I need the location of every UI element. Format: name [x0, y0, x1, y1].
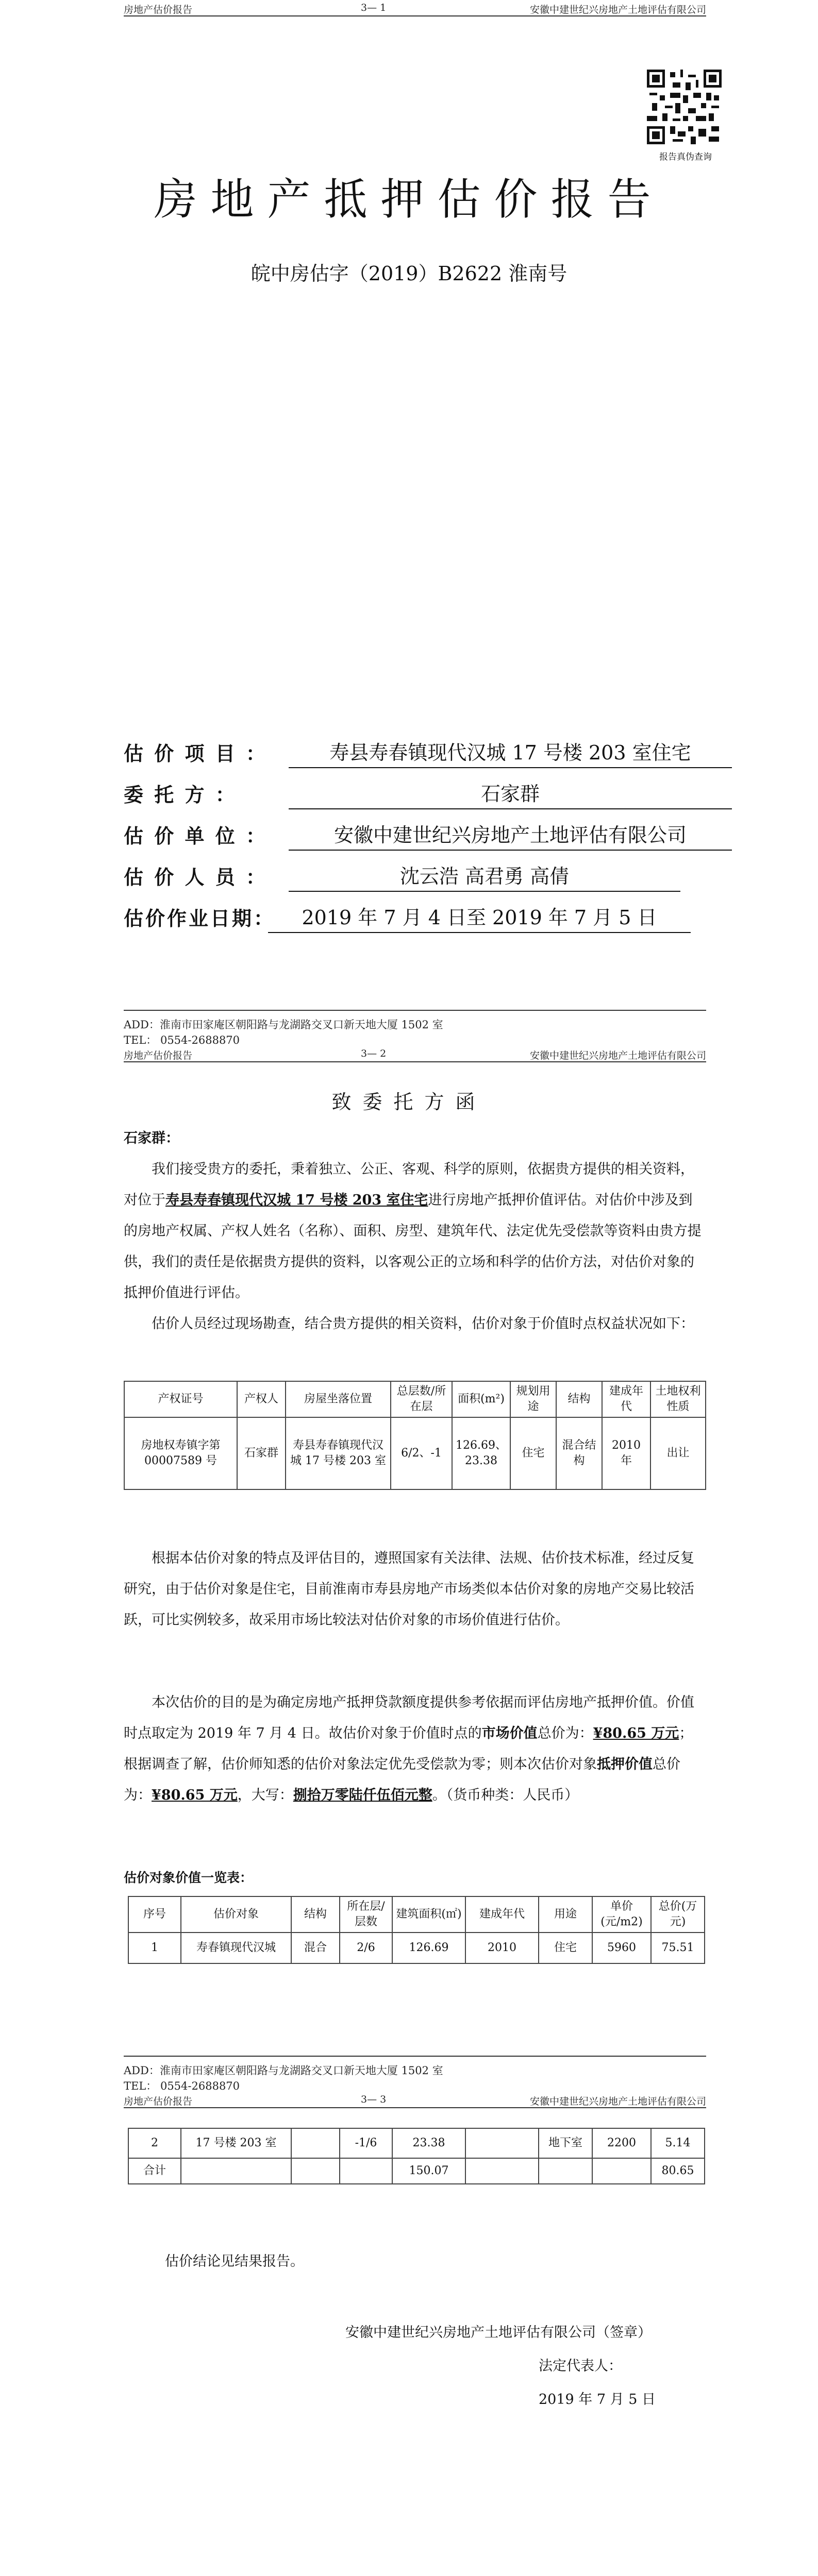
header-page-number: 3— 2 — [361, 1048, 387, 1059]
conclusion-note: 估价结论见结果报告。 — [165, 2253, 304, 2269]
cover-label-work-date: 估价作业日期： — [124, 907, 276, 930]
header-company: 安徽中建世纪兴房地产土地评估有限公司 — [529, 4, 706, 15]
letter-title: 致委托方函 — [331, 1091, 487, 1113]
header-rule — [124, 1061, 706, 1062]
mortgage-value: ¥80.65 万元 — [152, 1787, 238, 1803]
table-row: 1 寿春镇现代汉城 混合 2/6 126.69 2010 住宅 5960 75.51 — [128, 1933, 705, 1963]
letter-salutation: 石家群： — [124, 1130, 179, 1146]
cover-value-client: 石家群 — [289, 778, 732, 809]
footer-tel: TEL： 0554-2688870 — [124, 2080, 240, 2092]
page-header — [124, 0, 706, 19]
value-table — [128, 1896, 705, 1964]
page-footer — [124, 1010, 706, 1048]
signer-legal-rep: 法定代表人： — [539, 2358, 622, 2374]
page-header — [124, 1046, 706, 1064]
page-footer — [124, 2056, 706, 2094]
cover-value-project: 寿县寿春镇现代汉城 17 号楼 203 室住宅 — [289, 737, 732, 768]
signer-date: 2019 年 7 月 5 日 — [539, 2392, 656, 2408]
header-company: 安徽中建世纪兴房地产土地评估有限公司 — [529, 1050, 706, 1061]
property-address: 寿县寿春镇现代汉城 17 号楼 203 室住宅 — [165, 1192, 428, 1208]
qr-caption: 报告真伪查询 — [659, 152, 712, 162]
footer-address: ADD：淮南市田家庵区朝阳路与龙湖路交叉口新天地大厦 1502 室 — [124, 2064, 443, 2077]
table-row: 房地权寿镇字第00007589 号 石家群 寿县寿春镇现代汉城 17 号楼 203 室 6/2、-1 126.69、23.38 住宅 混合结构 2010 年 出让 — [124, 1417, 706, 1489]
cover-label-appraisers: 估 价 人 员 ： — [124, 866, 268, 889]
table-header-row: 产权证号 产权人 房屋坐落位置 总层数/所在层 面积(m²) 规划用途 结构 建成年代 土地权利性质 — [124, 1381, 706, 1417]
cover-value-work-date: 2019 年 7 月 4 日至 2019 年 7 月 5 日 — [268, 902, 691, 933]
footer-tel: TEL： 0554-2688870 — [124, 1034, 240, 1046]
letter-paragraph-1: 我们接受贵方的委托，秉着独立、公正、客观、科学的原则，依据贵方提供的相关资料，对位于寿县寿春镇现代汉城 17 号楼 203 室住宅进行房地产抵押价值评估。对估价中涉及到的房地产权属、产权人姓名（名称）、面积、房型、建筑年代、法定优先受偿款等资料由贵方提供，我们的责任是依据贵方提供的资料，以客观公正的立场和科学的估价方法，对估价对象的抵押价值进行评估。 — [124, 1161, 702, 1301]
header-left: 房地产估价报告 — [124, 4, 193, 15]
cover-value-appraiser-unit: 安徽中建世纪兴房地产土地评估有限公司 — [289, 819, 732, 851]
value-table-continued — [128, 2128, 705, 2184]
table-header-row: 序号 估价对象 结构 所在层/层数 建筑面积(㎡) 建成年代 用途 单价(元/m2) 总价(万元) — [128, 1896, 705, 1933]
cover-value-appraisers: 沈云浩 高君勇 高倩 — [289, 860, 680, 892]
report-number: 皖中房估字（2019）B2622 淮南号 — [251, 262, 567, 285]
footer-address: ADD：淮南市田家庵区朝阳路与龙湖路交叉口新天地大厦 1502 室 — [124, 1019, 443, 1031]
signer-company: 安徽中建世纪兴房地产土地评估有限公司（签章） — [345, 2325, 652, 2341]
cover-label-client: 委 托 方 ： — [124, 783, 237, 806]
header-rule — [124, 15, 706, 16]
rights-table — [124, 1381, 706, 1490]
report-title: 房地产抵押估价报告 — [154, 174, 664, 225]
table-row: 2 17 号楼 203 室 -1/6 23.38 地下室 2200 5.14 — [128, 2128, 705, 2158]
value-table-title: 估价对象价值一览表： — [124, 1870, 253, 1885]
letter-paragraph-4: 本次估价的目的是为确定房地产抵押贷款额度提供参考依据而评估房地产抵押价值。价值时点取定为 2019 年 7 月 4 日。故估价对象于价值时点的市场价值总价为：¥80.65 万元；根据调查了解，估价师知悉的估价对象法定优先受偿款为零；则本次估价对象抵押价值总价为：¥80.65 万元，大写：捌拾万零陆仟伍佰元整。（货币种类：人民币） — [124, 1694, 694, 1803]
header-company: 安徽中建世纪兴房地产土地评估有限公司 — [529, 2096, 706, 2107]
header-page-number: 3— 1 — [361, 2, 387, 13]
header-rule — [124, 2107, 706, 2108]
page-header — [124, 2092, 706, 2110]
market-value: ¥80.65 万元 — [593, 1725, 679, 1741]
header-left: 房地产估价报告 — [124, 1050, 193, 1061]
header-page-number: 3— 3 — [361, 2094, 387, 2105]
mortgage-value-uppercase: 捌拾万零陆仟伍佰元整 — [293, 1787, 432, 1803]
header-left: 房地产估价报告 — [124, 2096, 193, 2107]
letter-paragraph-3: 根据本估价对象的特点及评估目的，遵照国家有关法律、法规、估价技术标准，经过反复研究，由于估价对象是住宅，目前淮南市寿县房地产市场类似本估价对象的房地产交易比较活跃，可比实例较多，故采用市场比较法对估价对象的市场价值进行估价。 — [124, 1550, 694, 1628]
table-total-row: 合计 150.07 80.65 — [128, 2158, 705, 2184]
cover-label-project: 估 价 项 目 ： — [124, 742, 268, 765]
letter-paragraph-2: 估价人员经过现场勘查，结合贵方提供的相关资料，估价对象于价值时点权益状况如下： — [152, 1316, 694, 1332]
cover-label-appraiser-unit: 估 价 单 位 ： — [124, 824, 268, 848]
qr-code-icon[interactable] — [647, 70, 722, 144]
